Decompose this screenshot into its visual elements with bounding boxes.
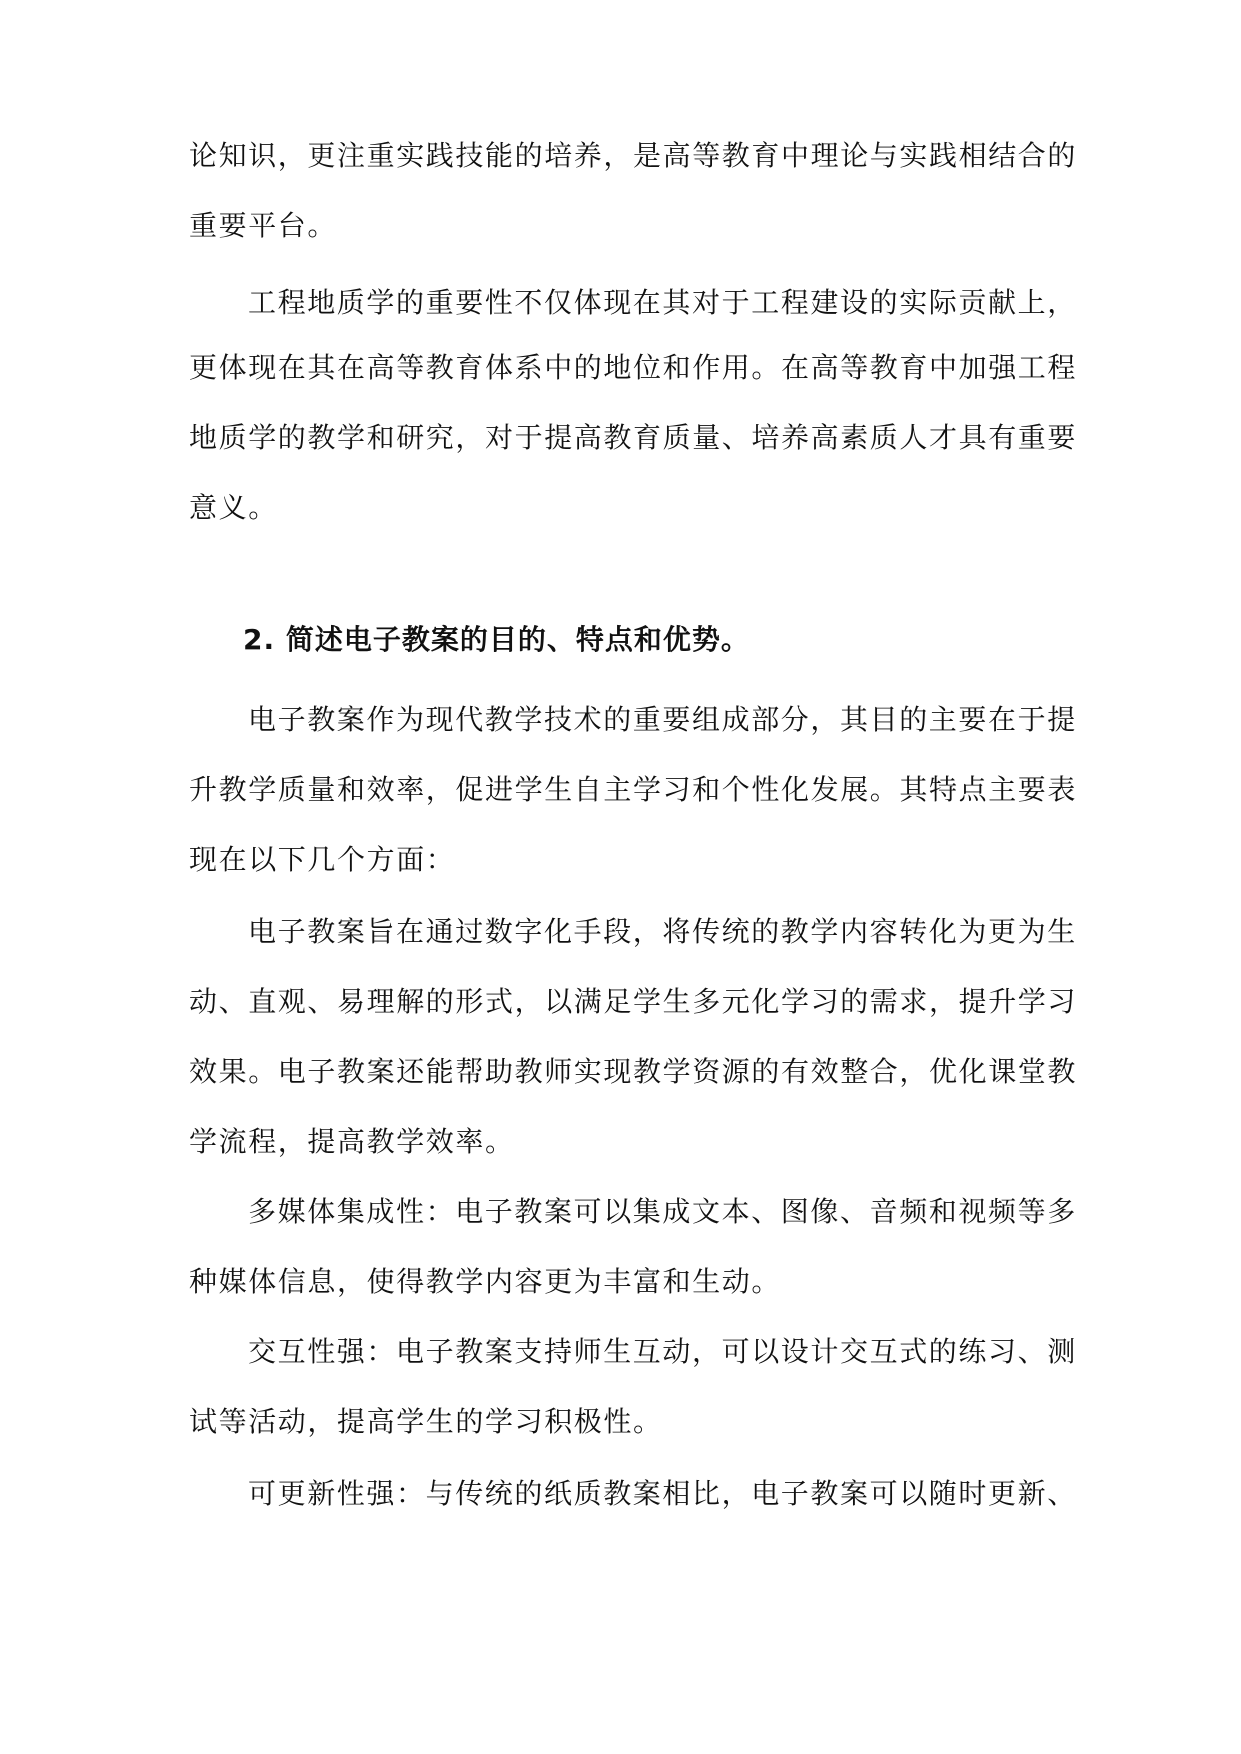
- paragraph-3-line-3: 现在以下几个方面：: [189, 843, 456, 876]
- paragraph-6-line-2: 试等活动，提高学生的学习积极性。: [189, 1405, 663, 1438]
- paragraph-4-line-3: 效果。电子教案还能帮助教师实现教学资源的有效整合，优化课堂教: [189, 1055, 1078, 1088]
- paragraph-2-line-3: 地质学的教学和研究，对于提高教育质量、培养高素质人才具有重要: [189, 421, 1078, 454]
- paragraph-4-line-1: 电子教案旨在通过数字化手段，将传统的教学内容转化为更为生: [248, 915, 1077, 948]
- paragraph-3-line-1: 电子教案作为现代教学技术的重要组成部分，其目的主要在于提: [248, 703, 1077, 736]
- section-heading-2: 2. 简述电子教案的目的、特点和优势。: [243, 623, 750, 656]
- paragraph-3-line-2: 升教学质量和效率，促进学生自主学习和个性化发展。其特点主要表: [189, 773, 1078, 806]
- paragraph-2-line-1: 工程地质学的重要性不仅体现在其对于工程建设的实际贡献上，: [248, 286, 1077, 319]
- paragraph-4-line-2: 动、直观、易理解的形式，以满足学生多元化学习的需求，提升学习: [189, 985, 1078, 1018]
- paragraph-2-line-2: 更体现在其在高等教育体系中的地位和作用。在高等教育中加强工程: [189, 351, 1078, 384]
- paragraph-1-line-2: 重要平台。: [189, 209, 338, 242]
- paragraph-6-line-1: 交互性强：电子教案支持师生互动，可以设计交互式的练习、测: [248, 1335, 1077, 1368]
- paragraph-5-line-1: 多媒体集成性：电子教案可以集成文本、图像、音频和视频等多: [248, 1195, 1077, 1228]
- paragraph-2-line-4: 意义。: [189, 491, 278, 524]
- paragraph-1-line-1: 论知识，更注重实践技能的培养，是高等教育中理论与实践相结合的: [189, 139, 1078, 172]
- paragraph-5-line-2: 种媒体信息，使得教学内容更为丰富和生动。: [189, 1265, 782, 1298]
- paragraph-4-line-4: 学流程，提高教学效率。: [189, 1125, 515, 1158]
- paragraph-7-line-1: 可更新性强：与传统的纸质教案相比，电子教案可以随时更新、: [248, 1477, 1077, 1510]
